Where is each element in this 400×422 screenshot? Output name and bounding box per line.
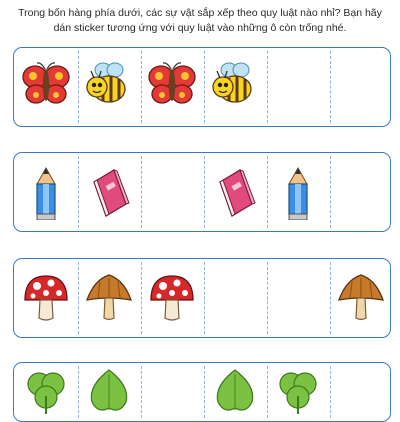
pencil-icon	[273, 166, 323, 220]
sticker-cell	[17, 153, 76, 231]
book-icon	[84, 166, 134, 220]
sticker-cell	[80, 363, 139, 421]
red-mushroom-icon	[21, 272, 71, 326]
cell-divider	[141, 51, 142, 123]
sticker-cell	[80, 153, 139, 231]
heart-leaf-icon	[84, 366, 134, 420]
row-2	[13, 152, 391, 232]
sticker-cell	[17, 363, 76, 421]
row-3	[13, 258, 391, 338]
instructions-text	[0, 6, 400, 36]
pencil-icon	[21, 166, 71, 220]
cell-divider	[141, 156, 142, 228]
sticker-cell	[206, 153, 265, 231]
cell-divider	[204, 51, 205, 123]
empty-sticker-slot[interactable]	[332, 363, 391, 421]
butterfly-icon	[21, 61, 71, 115]
brown-mushroom-icon	[84, 272, 134, 326]
empty-sticker-slot[interactable]	[143, 363, 202, 421]
butterfly-icon	[147, 61, 197, 115]
book-icon	[210, 166, 260, 220]
red-mushroom-icon	[147, 272, 197, 326]
cell-divider	[141, 366, 142, 418]
cell-divider	[267, 262, 268, 334]
heart-leaf-icon	[210, 366, 260, 420]
cell-divider	[204, 366, 205, 418]
sticker-cell	[17, 259, 76, 337]
sticker-cell	[17, 48, 76, 126]
brown-mushroom-icon	[336, 272, 386, 326]
cell-divider	[78, 51, 79, 123]
sticker-cell	[80, 259, 139, 337]
cell-divider	[78, 156, 79, 228]
cell-divider	[78, 262, 79, 334]
row-1	[13, 47, 391, 127]
cell-divider	[78, 366, 79, 418]
cell-divider	[330, 156, 331, 228]
bee-icon	[84, 61, 134, 115]
cell-divider	[330, 51, 331, 123]
cell-divider	[204, 262, 205, 334]
clover-leaf-icon	[21, 366, 71, 420]
cell-divider	[267, 366, 268, 418]
empty-sticker-slot[interactable]	[332, 153, 391, 231]
empty-sticker-slot[interactable]	[332, 48, 391, 126]
sticker-cell	[206, 363, 265, 421]
row-4	[13, 362, 391, 422]
bee-icon	[210, 61, 260, 115]
sticker-cell	[206, 48, 265, 126]
cell-divider	[330, 262, 331, 334]
cell-divider	[141, 262, 142, 334]
instructions-line-1: Trong bốn hàng phía dưới, các sự vật sắp xếp theo quy luật nào nhỉ? Bạn hãy	[18, 7, 382, 19]
cell-divider	[204, 156, 205, 228]
sticker-cell	[332, 259, 391, 337]
empty-sticker-slot[interactable]	[269, 259, 328, 337]
empty-sticker-slot[interactable]	[143, 153, 202, 231]
cell-divider	[330, 366, 331, 418]
sticker-cell	[269, 363, 328, 421]
sticker-cell	[269, 153, 328, 231]
cell-divider	[267, 156, 268, 228]
instructions-line-2: dán sticker tương ứng với quy luật vào những ô còn trống nhé.	[53, 22, 347, 34]
clover-leaf-icon	[273, 366, 323, 420]
sticker-cell	[143, 48, 202, 126]
cell-divider	[267, 51, 268, 123]
sticker-cell	[143, 259, 202, 337]
empty-sticker-slot[interactable]	[206, 259, 265, 337]
sticker-cell	[80, 48, 139, 126]
empty-sticker-slot[interactable]	[269, 48, 328, 126]
